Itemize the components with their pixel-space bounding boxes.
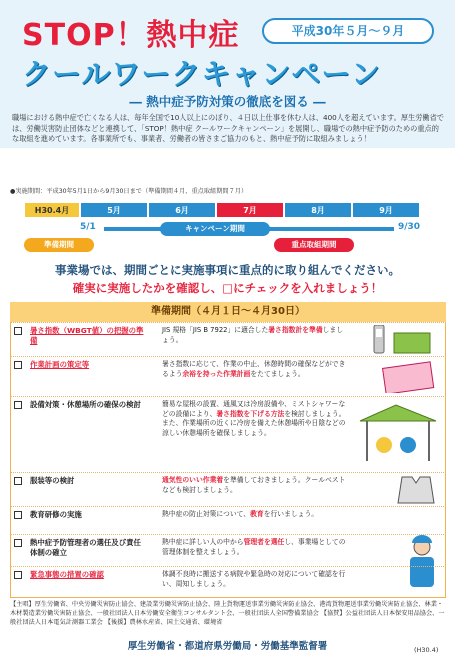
schedule-note: ●実施期間：平成30年5月1日から9月30日まで（準備期間４月、重点取組期間７月） <box>10 188 248 195</box>
row-desc: 熱中症に詳しい人の中から管理者を選任し、事業場としての管理体制を整えましょう。 <box>162 538 346 556</box>
statement-line1: 事業場では、期間ごとに実施事項に重点的に取り組んでください。 <box>55 263 400 277</box>
wbgt-meter-icon <box>364 325 434 355</box>
row-desc: 簡易な屋根の設置、通風又は冷房設備や、ミストシャワーなどの設備により、暑さ指数を下げる方法を検討しましょう。また、作業場所の近くに冷房を備えた休憩場所や日陰などの涼しい休憩場所を確保しましょう。 <box>162 400 346 437</box>
table-row <box>10 534 446 566</box>
checkbox[interactable] <box>14 327 22 335</box>
row-desc: 熱中症の防止対策について、教育を行いましょう。 <box>162 510 319 518</box>
cool-vest-icon <box>394 475 438 505</box>
table-row <box>10 472 446 506</box>
schedule-calendar-icon <box>380 361 436 393</box>
row-desc: JIS 規格「JIS B 7922」に適合した暑さ指数計を準備しましょう。 <box>162 326 344 344</box>
table-row <box>10 566 446 598</box>
table-row <box>10 396 446 472</box>
checkbox[interactable] <box>14 401 22 409</box>
table-row <box>10 322 446 356</box>
row-item: 作業計画の策定等 <box>30 360 90 369</box>
table-row <box>10 356 446 396</box>
row-desc: 通気性のいい作業着を準備しておきましょう。クールベストなども検討しましょう。 <box>162 476 346 494</box>
row-desc: 体調不良時に搬送する病院や緊急時の対応について確認を行い、周知しましょう。 <box>162 570 346 588</box>
checkbox[interactable] <box>14 539 22 547</box>
checkbox[interactable] <box>14 477 22 485</box>
checkbox[interactable] <box>14 511 22 519</box>
month-jul: 7月 <box>216 202 284 218</box>
footer-orgs: 厚生労働省・都道府県労働局・労働基準監督署 <box>127 641 328 652</box>
focus-label: 重点取組期間 <box>274 238 354 252</box>
title-campaign: クールワークキャンペーン <box>22 57 381 91</box>
doc-code: (H30.4) <box>414 646 439 654</box>
footer-sponsors: 【主唱】厚生労働省、中央労働災害防止協会、建設業労働災害防止協会、陸上貨物運送事業労働災害防止協会、港湾貨物運送事業労働災害防止協会、林業・木材製造業労働災害防止協会、一般社団法人日本労働安全衛生コンサルタント会、一般社団法人全国警備業協会 【協賛】公益社団法人日本保安用品協会、一般社団法人日本電気計測器工業会 【後援】農林水産省、国土交通省、環境省 <box>10 601 445 626</box>
subtitle: ― 熱中症予防対策の徹底を図る ― <box>129 94 326 109</box>
rest-area-tent-icon <box>350 401 442 469</box>
row-item: 設備対策・休憩場所の確保の検討 <box>30 400 141 409</box>
month-jun: 6月 <box>148 202 216 218</box>
statement-line2: 確実に実施したかを確認し、□にチェックを入れましょう！ <box>72 281 383 295</box>
row-item: 服装等の検討 <box>30 476 75 485</box>
month-aug: 8月 <box>284 202 352 218</box>
end-date: 9/30 <box>398 222 421 232</box>
table-header: 準備期間（４月１日～４月30日） <box>10 302 446 322</box>
month-may: 5月 <box>80 202 148 218</box>
row-item: 熱中症予防管理者の選任及び責任体制の確立 <box>30 538 141 557</box>
row-item: 緊急事態の措置の確認 <box>30 570 104 579</box>
title-stop: STOP！熱中症 <box>22 18 240 53</box>
checkbox[interactable] <box>14 361 22 369</box>
campaign-label: キャンペーン期間 <box>160 222 270 236</box>
row-item: 教育研修の実施 <box>30 510 82 519</box>
prep-label: 準備期間 <box>24 238 94 252</box>
month-apr: H30.4月 <box>24 202 80 218</box>
start-date: 5/1 <box>80 222 96 232</box>
table-row <box>10 506 446 534</box>
row-desc: 暑さ指数に応じて、作業の中止、休憩時間の確保などができるよう余裕を持った作業計画をたてましょう。 <box>162 360 346 378</box>
month-sep: 9月 <box>352 202 420 218</box>
intro-text: 職場における熱中症で亡くなる人は、毎年全国で10人以上にのぼり、４日以上仕事を休む人は、400人を超えています。厚生労働省では、労働災害防止団体などと連携して、「STOP！熱中症 クールワークキャンペーン」を展開し、職場での熱中症予防のための重点的な取組を進めています。各事業所でも、事業者、労働者の皆さまご協力のもと、熱中症予防に取組みましょう！ <box>12 113 444 143</box>
checkbox[interactable] <box>14 571 22 579</box>
row-item: 暑さ指数（WBGT値）の把握の準備 <box>30 326 144 345</box>
period-badge: 平成30年５月～９月 <box>262 18 434 44</box>
